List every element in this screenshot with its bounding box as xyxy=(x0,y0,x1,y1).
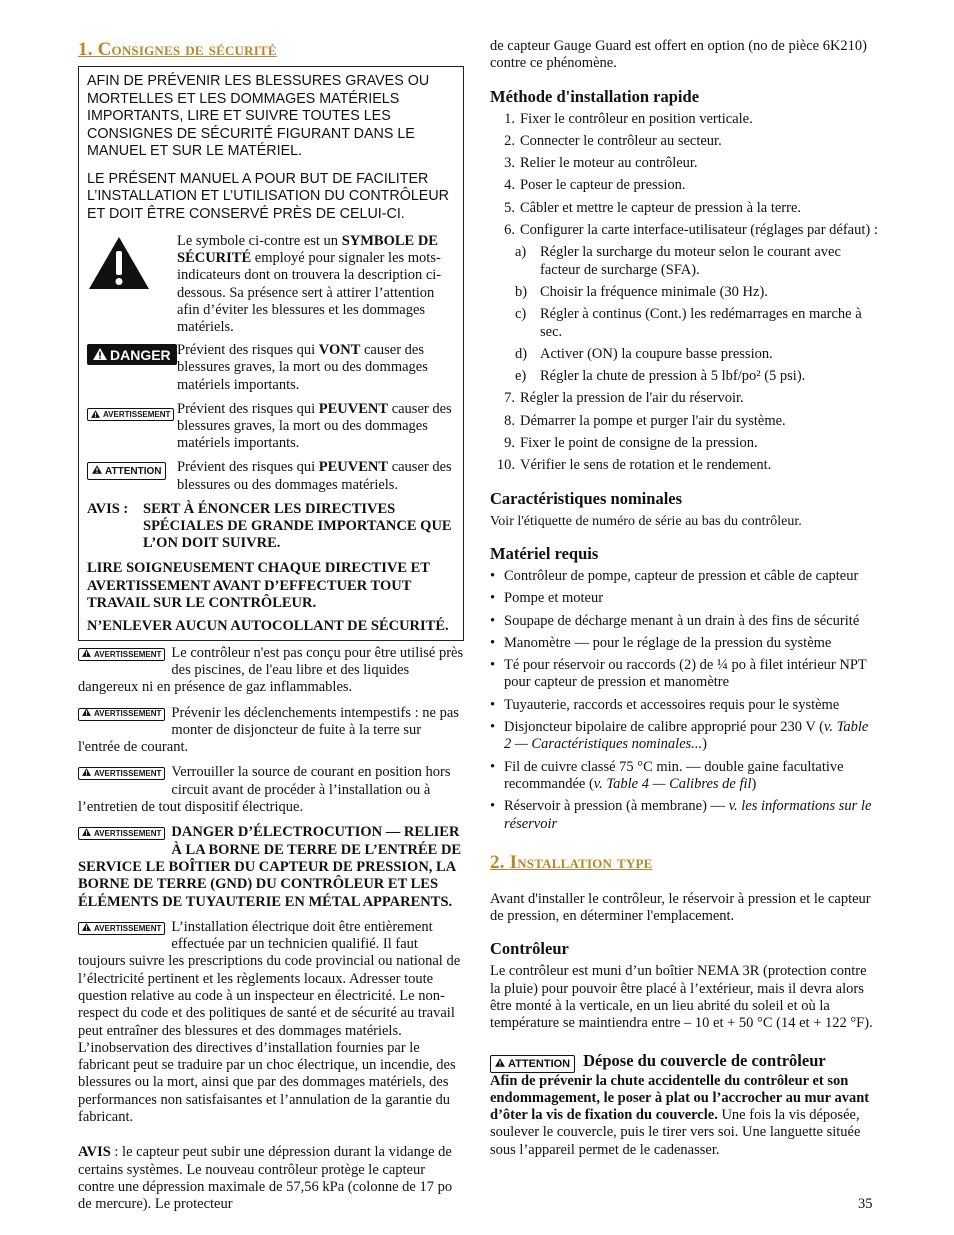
sub-list-item: d) Activer (ON) la coupure basse pression. xyxy=(515,345,773,362)
safety-symbol-row xyxy=(87,233,455,336)
list-item: • Manomètre — pour le réglage de la pression du système xyxy=(490,634,832,651)
controller-text: Le contrôleur est muni d’un boîtier NEMA 3R (protection contre la pluie) pour pouvoir être placé à l’extérieur, mais il devra alors être monté à la verticale, en un lieu abrité du soleil et où la température se maintiendra entre – 10 et + 50 °C (14 et + 122 °F). xyxy=(490,963,873,1032)
list-item: 4. Poser le capteur de pression. xyxy=(504,177,686,194)
sub-list-item: b) Choisir la fréquence minimale (30 Hz). xyxy=(515,283,768,300)
safety-symbol-text: Le symbole ci-contre est un SYMBOLE DE SÉCURITÉ employé pour signaler les mots-indicateurs dont on trouvera la description ci-dessous. Sa présence sert à attirer l’attention afin d’éviter les blessures et les dommages matériels. xyxy=(177,233,442,336)
avis-text: SERT À ÉNONCER LES DIRECTIVES SPÉCIALES DE GRANDE IMPORTANCE QUE L’ON DOIT SUIVRE. xyxy=(143,500,452,552)
avertissement-text: Prévient des risques qui PEUVENT causer des blessures graves, la mort ou des dommages matériels importants. xyxy=(177,400,452,452)
cover-removal xyxy=(490,1051,878,1159)
right-column xyxy=(490,38,878,1159)
attention-badge: ATTENTION xyxy=(490,1055,575,1073)
avertissement-badge: AVERTISSEMENT xyxy=(78,767,165,780)
warning-paragraph: AVERTISSEMENT L’installation électrique doit être entièrement effectuée par un technicien qualifié. Il faut toujours suivre les prescriptions du code provincial ou national de l’électricité pertinent et les règlements locaux. Adresser toute question relative au code à un inspecteur en électricité. Le non-respect du code et des politiques de santé et de sécurité au travail peut entraîner des blessures et des dommages matériels. L’inobservation des directives d’installation fournies par le fabricant peut se traduire par un choc électrique, un incendie, des blessures ou la mort, ainsi que par des dommages matériels, des performances non satisfaisantes et l’annulation de la garantie du fabricant. xyxy=(78,918,461,1126)
left-column xyxy=(78,38,464,1214)
warning-paragraph: AVERTISSEMENT Prévenir les déclenchements intempestifs : ne pas monter de disjoncteur de fuite à la terre sur l'entrée de courant. xyxy=(78,704,459,756)
materials-list xyxy=(490,568,878,833)
list-item: • Té pour réservoir ou raccords (2) de ¼ po à filet intérieur NPT pour capteur de pression et manomètre xyxy=(490,657,867,691)
safety-intro-1: AFIN DE PRÉVENIR LES BLESSURES GRAVES OU MORTELLES ET LES DOMMAGES MATÉRIELS IMPORTANTS, LIRE ET SUIVRE TOUTES LES CONSIGNES DE SÉCURITÉ FIGURANT DANS LE MANUEL ET SUR LE MATÉRIEL. xyxy=(87,73,430,159)
quick-install-title: Méthode d'installation rapide xyxy=(490,86,700,106)
list-item: 3. Relier le moteur au contrôleur. xyxy=(504,155,698,172)
list-item: • Fil de cuivre classé 75 °C min. — double gaine facultative recommandée (v. Table 4 — Calibres de fil) xyxy=(490,758,844,792)
warning-paragraph-electrocution: AVERTISSEMENT DANGER D’ÉLECTROCUTION — RELIER À LA BORNE DE TERRE DE L’ENTRÉE DE SERVICE LE BOÎTIER DU CAPTEUR DE PRESSION, LA BORNE DE TERRE (GND) DU CONTRÔLEUR ET LES ÉLÉMENTS DE TUYAUTERIE EN MÉTAL APPARENTS. xyxy=(78,824,462,910)
cover-removal-text: Afin de prévenir la chute accidentelle du contrôleur et son endommagement, le poser à plat ou l’accrocher au mur avant d’ôter la vis de fixation du couvercle. Une fois la vis déposée, soulever le couvercle, puis le tirer vers soi. Une languette située sous l’appareil permet de le cadenasser. xyxy=(490,1072,870,1158)
list-item: • Soupape de décharge menant à un drain à des fins de sécurité xyxy=(490,612,860,629)
avertissement-badge: AVERTISSEMENT xyxy=(87,408,174,421)
controller-title: Contrôleur xyxy=(490,939,569,959)
warning-paragraph: AVERTISSEMENT Verrouiller la source de courant en position hors circuit avant de procéder à l’installation ou à l’entretien de tout dispositif électrique. xyxy=(78,764,451,816)
sub-list-item: c) Régler à continus (Cont.) les redémarrages en marche à sec. xyxy=(515,306,862,340)
ratings-title: Caractéristiques nominales xyxy=(490,488,683,508)
warning-triangle-icon xyxy=(82,765,91,782)
attention-row xyxy=(87,459,455,493)
avertissement-badge: AVERTISSEMENT xyxy=(78,648,165,661)
warnings-list xyxy=(78,645,464,1127)
gauge-guard-text: de capteur Gauge Guard est offert en option (no de pièce 6K210) contre ce phénomène. xyxy=(490,38,867,72)
warning-triangle-icon xyxy=(93,347,107,363)
list-item: 8. Démarrer la pompe et purger l'air du système. xyxy=(504,412,786,429)
warning-triangle-icon xyxy=(82,646,91,663)
list-item: 10. Vérifier le sens de rotation et le rendement. xyxy=(496,457,772,474)
danger-text: Prévient des risques qui VONT causer des blessures graves, la mort ou des dommages matériels importants. xyxy=(177,342,428,393)
quick-install-steps xyxy=(490,111,878,475)
read-all-text: LIRE SOIGNEUSEMENT CHAQUE DIRECTIVE ET AVERTISSEMENT AVANT D’EFFECTUER TOUT TRAVAIL SUR LE CONTRÔLEUR. xyxy=(87,560,430,612)
no-remove-text: N’ENLEVER AUCUN AUTOCOLLANT DE SÉCURITÉ. xyxy=(87,618,449,635)
list-item: 7. Régler la pression de l'air du réservoir. xyxy=(504,390,744,407)
avis-row xyxy=(87,501,455,553)
warning-triangle-icon xyxy=(91,410,100,420)
danger-badge: DANGER xyxy=(87,344,177,365)
avis-label: AVIS : xyxy=(87,500,129,517)
warning-triangle-icon xyxy=(82,825,91,842)
ratings-text: Voir l'étiquette de numéro de série au bas du contrôleur. xyxy=(490,513,802,529)
materials-title: Matériel requis xyxy=(490,543,599,563)
avertissement-badge: AVERTISSEMENT xyxy=(78,708,165,721)
sub-list-item: a) Régler la surcharge du moteur selon le courant avec facteur de surcharge (SFA). xyxy=(515,244,841,278)
list-item: • Contrôleur de pompe, capteur de pression et câble de capteur xyxy=(490,567,859,584)
warning-paragraph: AVERTISSEMENT Le contrôleur n'est pas conçu pour être utilisé près des piscines, de l'eau libre et des liquides dangereux ni en présence de gaz inflammables. xyxy=(78,644,464,696)
avis-paragraph: AVIS : le capteur peut subir une dépression durant la vidange de certains systèmes. Le nouveau contrôleur protège le capteur contre une dépression maximale de 57,56 kPa (colonne de 17 po de mercure). Le protecteur xyxy=(78,1144,453,1213)
page-number: 35 xyxy=(858,1196,873,1212)
attention-text: Prévient des risques qui PEUVENT causer des blessures ou des dommages matériels. xyxy=(177,459,452,493)
warning-triangle-icon xyxy=(82,920,91,937)
list-item: 9. Fixer le point de consigne de la pression. xyxy=(504,435,758,452)
warning-triangle-icon xyxy=(92,465,102,477)
cover-removal-title: Dépose du couvercle de contrôleur xyxy=(583,1050,826,1070)
safety-intro-2: LE PRÉSENT MANUEL A POUR BUT DE FACILITER L’INSTALLATION ET L’UTILISATION DU CONTRÔLEUR ET DOIT ÊTRE CONSERVÉ PRÈS DE CELUI-CI. xyxy=(87,170,449,222)
list-item: 6. Configurer la carte interface-utilisateur (réglages par défaut) : xyxy=(504,222,878,239)
safety-alert-icon xyxy=(87,233,177,296)
list-item: • Pompe et moteur xyxy=(490,590,604,607)
warning-triangle-icon xyxy=(82,705,91,722)
avertissement-row xyxy=(87,401,455,453)
list-item: 1. Fixer le contrôleur en position verticale. xyxy=(504,110,753,127)
avertissement-badge: AVERTISSEMENT xyxy=(78,922,165,935)
danger-row xyxy=(87,342,455,394)
list-item: • Réservoir à pression (à membrane) — v. les informations sur le réservoir xyxy=(490,798,872,832)
sub-list-item: e) Régler la chute de pression à 5 lbf/po² (5 psi). xyxy=(515,368,806,385)
installation-intro: Avant d'installer le contrôleur, le réservoir à pression et le capteur de pression, en déterminer l'emplacement. xyxy=(490,890,871,925)
attention-badge: ATTENTION xyxy=(87,462,166,480)
avertissement-badge: AVERTISSEMENT xyxy=(78,827,165,840)
warning-triangle-icon xyxy=(495,1058,505,1070)
list-item: 5. Câbler et mettre le capteur de pression à la terre. xyxy=(504,199,802,216)
list-item: 2. Connecter le contrôleur au secteur. xyxy=(504,132,722,149)
section-title-safety: 1. Consignes de sécurité xyxy=(78,39,277,60)
section-title-installation: 2. Installation type xyxy=(490,851,653,873)
list-item: • Tuyauterie, raccords et accessoires requis pour le système xyxy=(490,696,840,713)
safety-box xyxy=(78,66,464,641)
list-item: • Disjoncteur bipolaire de calibre approprié pour 230 V (v. Table 2 — Caractéristiques nominales...) xyxy=(490,719,869,753)
